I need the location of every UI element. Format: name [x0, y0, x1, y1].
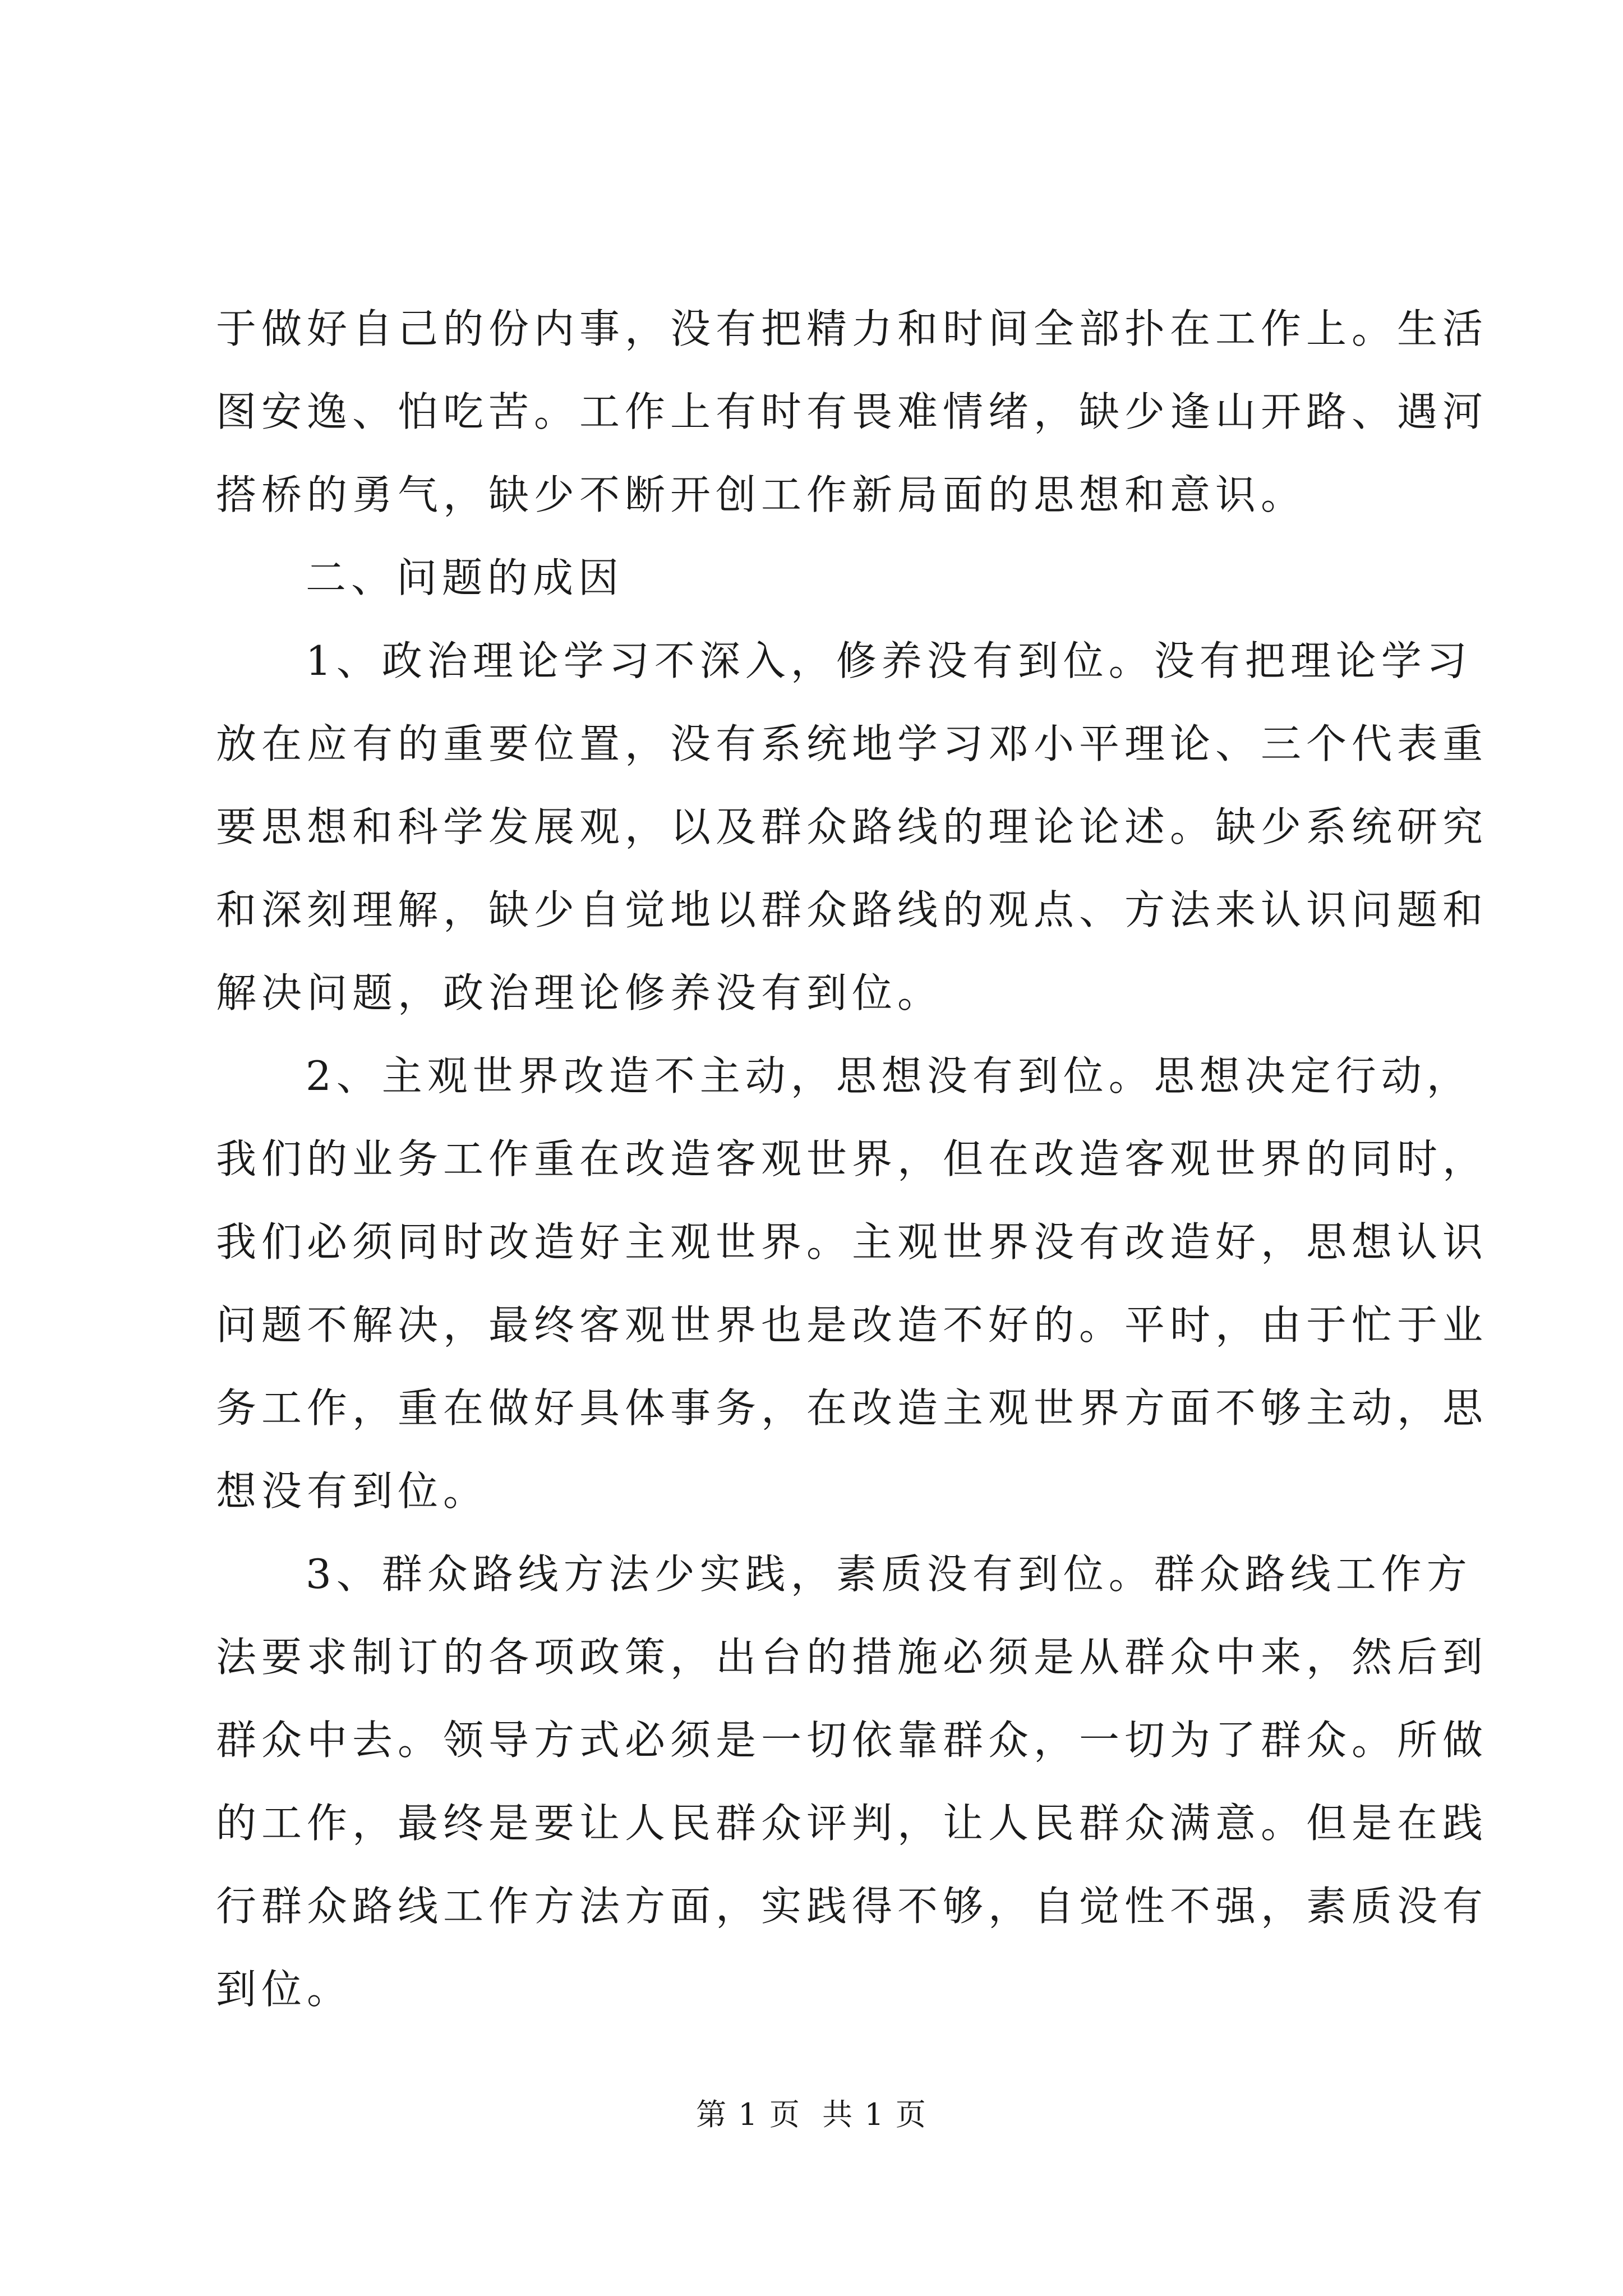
paragraph-line: 行群众路线工作方法方面，实践得不够，自觉性不强，素质没有 — [216, 1883, 1488, 1930]
paragraph-line: 2、主观世界改造不主动，思想没有到位。思想决定行动， — [306, 1052, 1472, 1099]
paragraph-line: 到位。 — [216, 1966, 353, 2013]
paragraph-line: 务工作，重在做好具体事务，在改造主观世界方面不够主动，思 — [216, 1384, 1488, 1432]
paragraph-line: 于做好自己的份内事，没有把精力和时间全部扑在工作上。生活 — [216, 305, 1488, 352]
paragraph-line: 的工作，最终是要让人民群众评判，让人民群众满意。但是在践 — [216, 1800, 1488, 1847]
paragraph-line: 法要求制订的各项政策，出台的措施必须是从群众中来，然后到 — [216, 1634, 1488, 1681]
paragraph-line: 解决问题，政治理论修养没有到位。 — [216, 969, 943, 1016]
paragraph-line: 搭桥的勇气，缺少不断开创工作新局面的思想和意识。 — [216, 471, 1307, 518]
paragraph-line: 我们的业务工作重在改造客观世界，但在改造客观世界的同时， — [216, 1135, 1488, 1182]
section-heading: 二、问题的成因 — [306, 554, 624, 601]
paragraph-line: 要思想和科学发展观，以及群众路线的理论论述。缺少系统研究 — [216, 803, 1488, 850]
paragraph-line: 群众中去。领导方式必须是一切依靠群众，一切为了群众。所做 — [216, 1717, 1488, 1764]
paragraph-line: 想没有到位。 — [216, 1467, 489, 1515]
paragraph-line: 放在应有的重要位置，没有系统地学习邓小平理论、三个代表重 — [216, 720, 1488, 767]
paragraph-line: 我们必须同时改造好主观世界。主观世界没有改造好，思想认识 — [216, 1218, 1488, 1266]
paragraph-line: 图安逸、怕吃苦。工作上有时有畏难情绪，缺少逢山开路、遇河 — [216, 388, 1488, 435]
paragraph-line: 和深刻理解，缺少自觉地以群众路线的观点、方法来认识问题和 — [216, 886, 1488, 933]
page-number-footer: 第 1 页 共 1 页 — [696, 2097, 927, 2132]
paragraph-line: 问题不解决，最终客观世界也是改造不好的。平时，由于忙于业 — [216, 1301, 1488, 1349]
paragraph-line: 3、群众路线方法少实践，素质没有到位。群众路线工作方 — [306, 1550, 1472, 1598]
paragraph-line: 1、政治理论学习不深入，修养没有到位。没有把理论学习 — [306, 637, 1472, 684]
